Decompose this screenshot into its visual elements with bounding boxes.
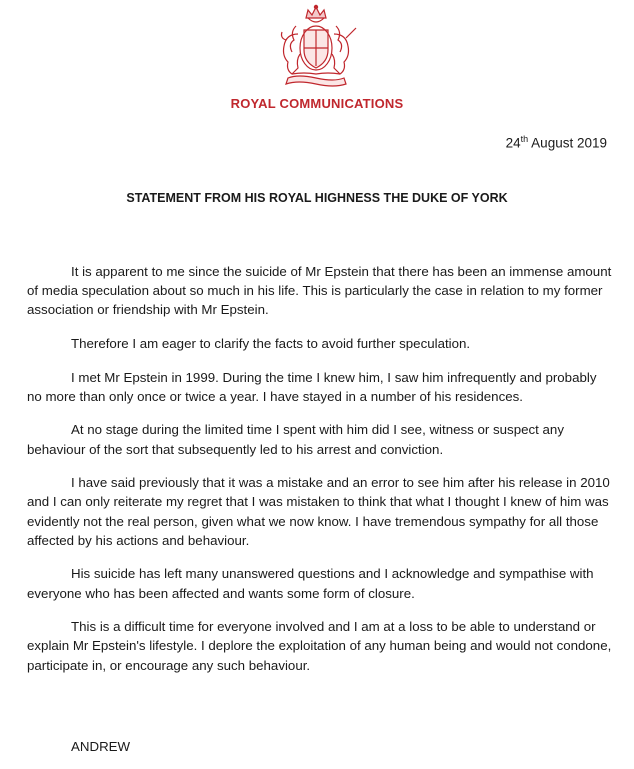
letterhead-title [0, 96, 634, 111]
paragraph: I have said previously that it was a mistake and an error to see him after his release in 2010 and I can only reiterate my regret that I was mistaken to think that what I thought I knew of him was evidently not the real person, given what we now know. I have tremendous sympathy for all those affected by his actions and behaviour. [27, 475, 610, 548]
paragraph: This is a difficult time for everyone involved and I am at a loss to be able to understand or explain Mr Epstein's lifestyle. I deplore the exploitation of any human being and would not condone, participate in, or encourage any such behaviour. [27, 619, 612, 673]
royal-coat-of-arms-icon [268, 4, 364, 90]
date-suffix: th [520, 134, 529, 144]
date-month-year: August 2019 [528, 135, 607, 151]
statement-date [506, 134, 607, 151]
paragraph: At no stage during the limited time I spent with him did I see, witness or suspect any behaviour of the sort that subsequently led to his arrest and conviction. [27, 422, 564, 457]
date-day: 24 [505, 135, 521, 151]
paragraph: I met Mr Epstein in 1999. During the time I knew him, I saw him infrequently and probably no more than only once or twice a year. I have stayed in a number of his residences. [27, 369, 597, 404]
statement-title: STATEMENT FROM HIS ROYAL HIGHNESS THE DUKE OF YORK [126, 191, 508, 205]
statement-body [27, 262, 613, 689]
signature: ANDREW [71, 739, 131, 754]
paragraph: It is apparent to me since the suicide of Mr Epstein that there has been an immense amount of media speculation about so much in his life. This is particularly the case in relation to my former association or friendship with Mr Epstein. [27, 264, 612, 318]
paragraph: Therefore I am eager to clarify the facts to avoid further speculation. [71, 336, 471, 351]
paragraph: His suicide has left many unanswered questions and I acknowledge and sympathise with everyone who has been affected and wants some form of closure. [27, 566, 594, 601]
royal-communications-label: ROYAL COMMUNICATIONS [230, 96, 404, 111]
